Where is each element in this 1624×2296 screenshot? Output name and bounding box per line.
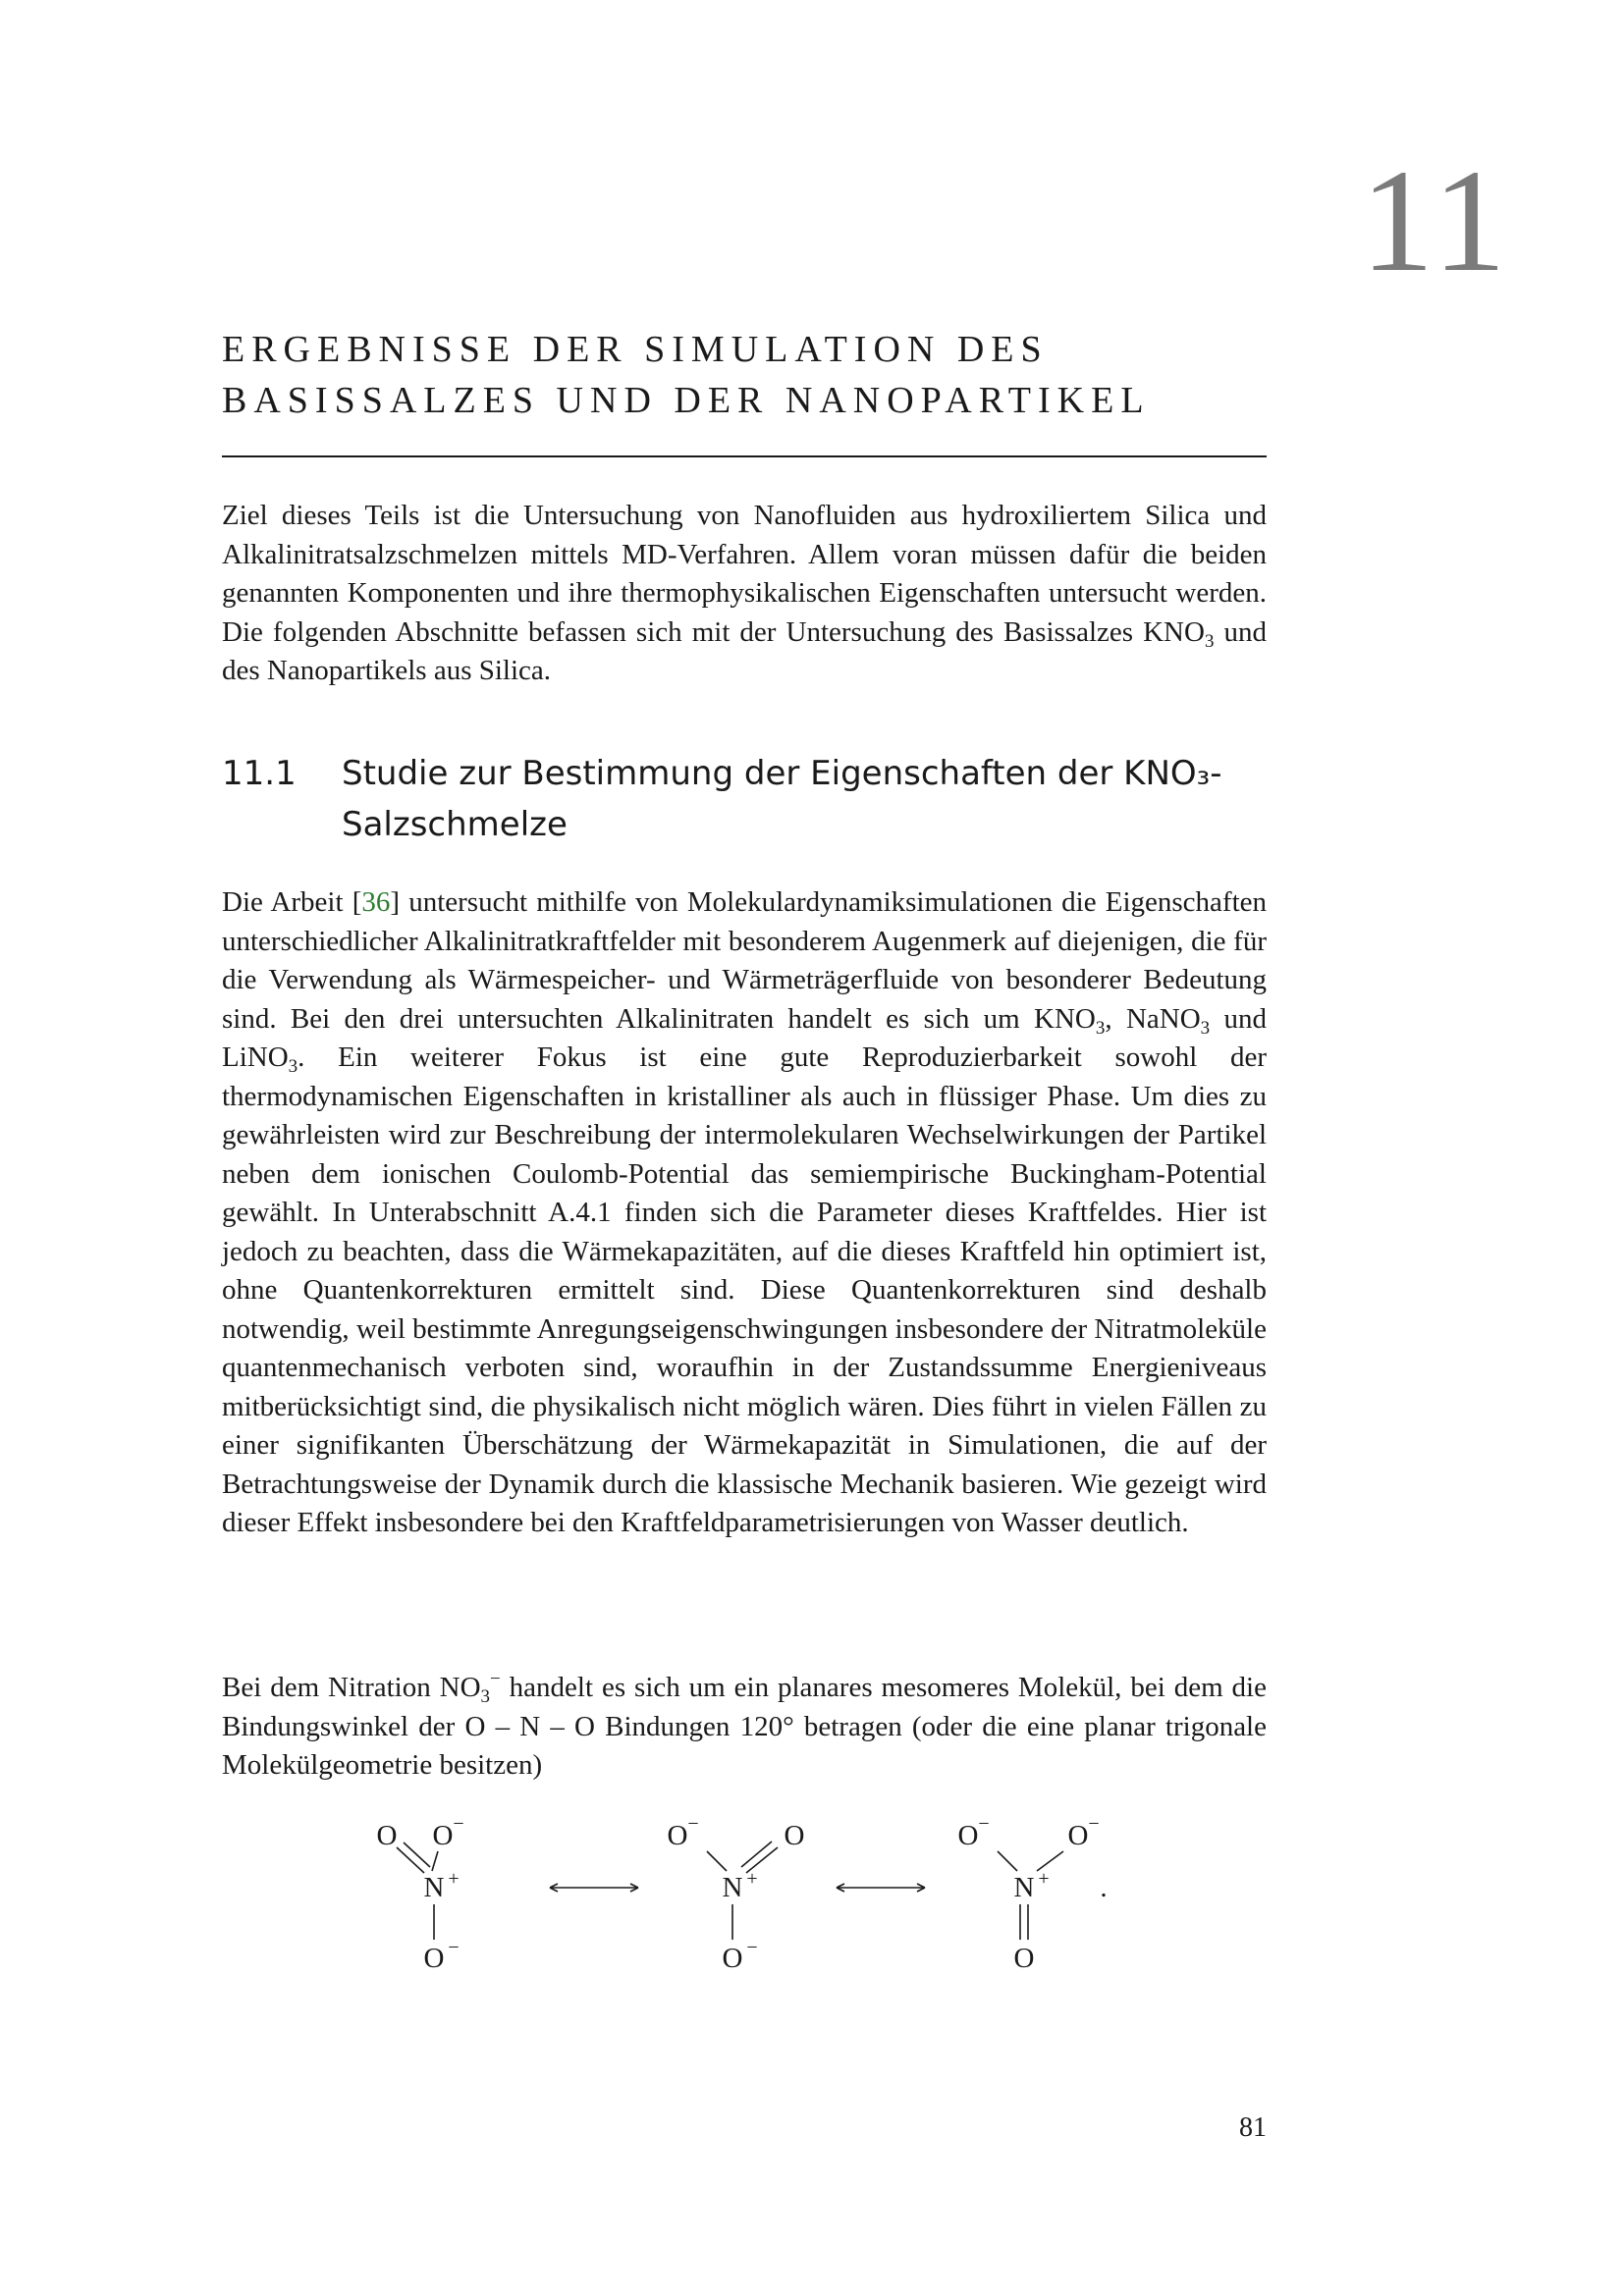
p3-sub: 3 <box>480 1686 491 1707</box>
resonance-structure-1 <box>377 1813 464 1974</box>
charge-minus: − <box>453 1813 464 1835</box>
atom-O: O <box>1067 1820 1089 1851</box>
p2-text-3: , NaNO <box>1105 1002 1201 1035</box>
body-paragraph-1 <box>222 883 1267 1543</box>
atom-O: O <box>667 1820 688 1851</box>
single-bond <box>1037 1851 1063 1871</box>
intro-subscript: 3 <box>1204 630 1215 652</box>
intro-paragraph <box>222 497 1267 691</box>
section-title-line2: Salzschmelze <box>342 805 568 844</box>
atom-O: O <box>1013 1943 1035 1974</box>
body-paragraph-2 <box>222 1669 1267 1786</box>
p2-text-4: und LiNO <box>222 1002 1267 1073</box>
chapter-title <box>222 324 1282 426</box>
p3-text-2: handelt es sich um ein planares mesomeres Molekül, bei dem die Bindungswinkel der O – N – O Bindungen 120° betragen (oder die eine planar trigonale Molekülgeometrie besitzen) <box>222 1672 1267 1781</box>
double-bond <box>397 1847 424 1873</box>
p3-sup: − <box>490 1669 501 1689</box>
p2-sub-2: 3 <box>1200 1017 1211 1039</box>
chapter-number: 11 <box>1360 139 1510 302</box>
page-number: 81 <box>1239 2112 1267 2143</box>
resonance-structure-2 <box>668 1813 805 1974</box>
single-bond <box>707 1851 727 1871</box>
period: . <box>1100 1872 1108 1903</box>
resonance-arrow-2 <box>837 1884 925 1892</box>
section-heading <box>222 748 1322 850</box>
charge-minus: − <box>448 1937 460 1958</box>
charge-plus: + <box>746 1868 758 1890</box>
charge-plus: + <box>1038 1868 1050 1890</box>
p2-text-5: . Ein weiterer Fokus ist eine gute Reproduzierbarkeit sowohl der thermodynamischen Eigenschaften in kristalliner als auch in flüssiger Phase. Um dies zu gewährleisten wird zur Beschreibung der intermolekularen Wechselwirkungen der Partikel neben dem ionischen Coulomb-Potential das semiempirische Buckingham-Potential gewählt. In Unterabschnitt A.4.1 finden sich die Parameter dieses Kraftfeldes. Hier ist jedoch zu beachten, dass die Wärmekapazitäten, auf die dieses Kraftfeld hin optimiert ist, ohne Quantenkorrekturen ermittelt sind. Diese Quantenkorrekturen sind deshalb notwendig, weil bestimmte Anregungseigenschwingungen insbesondere der Nitratmoleküle quantenmechanisch verboten sind, woraufhin in der Zustandssumme Energieniveaus mitberücksichtigt sind, die physikalisch nicht möglich wären. Dies führt in vielen Fällen zu einer signifikanten Überschätzung der Wärmekapazität in Simulationen, die auf der Betrachtungsweise der Dynamik durch die klassische Mechanik basieren. Wie gezeigt wird dieser Effekt insbesondere bei den Kraftfeldparametrisierungen von Wasser deutlich. <box>222 1041 1267 1538</box>
chapter-divider <box>222 455 1267 457</box>
atom-O: O <box>376 1820 398 1851</box>
charge-minus: − <box>687 1813 699 1835</box>
charge-minus: − <box>1088 1813 1100 1835</box>
intro-text-2: und des Nanopartikels aus Silica. <box>222 615 1268 686</box>
p2-text-1: Die Arbeit [ <box>222 886 362 918</box>
intro-text-1: Ziel dieses Teils ist die Untersuchung von Nanofluiden aus hydroxiliertem Silica und Alkalinitratsalzschmelzen mittels MD-Verfahren. Allem voran müssen dafür die beiden genannten Komponenten und ihre thermophysikalischen Eigenschaften untersucht werden. Die folgenden Abschnitte befassen sich mit der Untersuchung des Basissalzes KNO <box>222 500 1267 648</box>
charge-minus: − <box>978 1813 990 1835</box>
double-bond <box>404 1842 430 1867</box>
chapter-title-line1: ERGEBNISSE DER SIMULATION DES <box>222 329 1049 370</box>
p2-sub-3: 3 <box>288 1056 298 1077</box>
atom-O: O <box>957 1820 979 1851</box>
chapter-title-line2: BASISSALZES UND DER NANOPARTIKEL <box>222 380 1151 421</box>
section-title-line1: Studie zur Bestimmung der Eigenschaften der KNO₃- <box>342 754 1222 793</box>
atom-N: N <box>423 1872 445 1903</box>
citation-link[interactable]: 36 <box>361 886 391 918</box>
single-bond <box>998 1851 1017 1871</box>
atom-N: N <box>722 1872 743 1903</box>
double-bond <box>741 1842 772 1867</box>
p3-text-1: Bei dem Nitration NO <box>222 1672 481 1703</box>
resonance-arrow-1 <box>550 1884 638 1892</box>
double-bond <box>746 1847 778 1873</box>
resonance-structure-3 <box>958 1813 1108 1974</box>
atom-O: O <box>784 1820 805 1851</box>
charge-minus: − <box>746 1937 758 1958</box>
p2-text-2: ] untersucht mithilfe von Molekulardynamiksimulationen die Eigenschaften unterschiedlicher Alkalinitratkraftfelder mit besonderem Augenmerk auf diejenigen, die für die Verwendung als Wärmespeicher- und Wärmeträgerfluide von besonderer Bedeutung sind. Bei den drei untersuchten Alkalinitraten handelt es sich um KNO <box>222 886 1268 1035</box>
charge-plus: + <box>448 1868 460 1890</box>
single-bond <box>432 1851 438 1871</box>
nitrate-resonance-diagram <box>0 1806 1624 2002</box>
section-number: 11.1 <box>222 754 297 793</box>
p2-sub-1: 3 <box>1095 1017 1106 1039</box>
atom-O: O <box>722 1943 743 1974</box>
atom-O: O <box>432 1820 454 1851</box>
atom-O: O <box>423 1943 445 1974</box>
atom-N: N <box>1013 1872 1035 1903</box>
